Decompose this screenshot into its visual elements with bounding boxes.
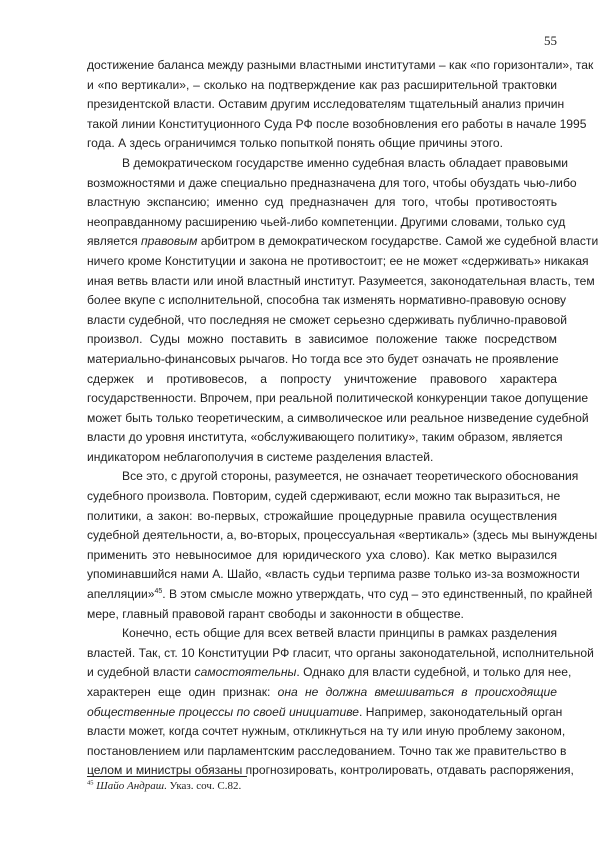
footnote-reference[interactable]: 45 (154, 588, 163, 595)
emphasized-text: общественные процессы по своей инициативе (87, 704, 359, 719)
body-text (87, 56, 599, 781)
text-line (87, 232, 599, 252)
footnote-citation: . Указ. соч. С.82. (164, 780, 242, 792)
text-line (87, 76, 557, 96)
text-line (87, 448, 557, 468)
text-segment: индикатором неблагополучия в системе разделения властей. (87, 449, 434, 464)
text-line (87, 487, 561, 507)
text-line (87, 546, 557, 566)
text-line (87, 624, 557, 644)
text-line (87, 56, 594, 76)
paragraph (87, 56, 594, 154)
footnote (87, 780, 241, 792)
text-line (87, 565, 580, 585)
text-line (87, 742, 567, 762)
emphasized-text: самостоятельны (194, 665, 297, 680)
footnote-number: 45 (87, 779, 94, 787)
paragraph (87, 154, 599, 468)
text-segment: власти судебной, что последняя не сможет серьезно сдерживать публично-правовой (87, 312, 567, 327)
text-line (87, 605, 557, 625)
page-number: 55 (544, 33, 557, 48)
text-segment: достижение баланса между разными властными институтами – как «по горизонтали», так (87, 58, 594, 72)
text-line (87, 213, 566, 233)
text-line (87, 644, 594, 664)
paragraph (87, 467, 598, 624)
text-segment: властную экспансию; именно суд предназначен для того, чтобы противостоять (87, 195, 557, 210)
text-segment: более вкупе с исполнительной, способна так изменять нормативно-правовую основу (87, 293, 567, 308)
text-line (87, 134, 557, 154)
text-line (87, 272, 595, 292)
text-segment: произвол. Суды можно поставить в зависимое положение также посредством (87, 332, 557, 347)
text-line (87, 252, 589, 272)
text-line (87, 193, 557, 213)
text-line (87, 154, 569, 174)
text-line (87, 683, 557, 703)
text-segment: целом и министры обязаны прогнозировать, контролировать, отдавать распоряжения, (87, 763, 574, 778)
text-segment: президентской власти. Оставим другим исследователям тщательный анализ причин (87, 97, 565, 112)
text-line (87, 291, 567, 311)
text-segment: судебного произвола. Повторим, судей сдерживают, если можно так выразиться, не (87, 489, 561, 504)
paragraph (87, 624, 594, 781)
text-segment: может быть только теоретическим, а символическое или реальное низведение судебной (87, 410, 589, 425)
text-line (87, 330, 557, 350)
text-line (87, 389, 589, 409)
text-segment: политики, а закон: во-первых, строжайшие процедурные правила осуществления (87, 508, 557, 523)
text-segment: упоминавшийся нами А. Шайо, «власть судьи терпима разве только из-за возможности (87, 567, 580, 582)
text-line (87, 761, 574, 781)
text-line (87, 663, 572, 683)
footnote-separator (87, 776, 247, 777)
text-segment: В демократическом государстве именно судебная власть обладает правовыми (122, 155, 569, 170)
text-line (87, 703, 563, 723)
text-segment: арбитром в демократическом государстве. Самой же судебной власти (197, 234, 599, 249)
text-line (87, 585, 593, 605)
emphasized-text: правовым (141, 234, 198, 249)
text-segment: и судебной власти (87, 665, 195, 680)
text-line (87, 95, 565, 115)
text-line (87, 467, 579, 487)
text-segment: . Однако для власти судебной, и только для нее, (296, 665, 572, 680)
text-line (87, 507, 557, 527)
text-segment: возможностями и даже специально предназначена для того, чтобы обуздать чью-либо (87, 175, 577, 190)
text-segment: года. А здесь ограничимся только попыткой понять общие причины этого. (87, 136, 503, 151)
text-segment: судебной деятельности, а, во-вторых, процессуальная «вертикаль» (здесь мы вынуждены (87, 528, 598, 543)
text-segment: постановлением или парламентским расследованием. Точно так же правительство в (87, 743, 567, 758)
footnote-author: Шайо Андраш (96, 780, 165, 792)
text-segment: ничего кроме Конституции и закона не противостоит; ее не может «сдерживать» никакая (87, 253, 589, 268)
text-segment: Все это, с другой стороны, разумеется, не означает теоретического обоснования (122, 469, 579, 484)
text-line (87, 428, 563, 448)
text-segment: власти может, когда сочтет нужным, откликнуться на ту или иную проблему законом, (87, 724, 566, 739)
text-segment: властей. Так, ст. 10 Конституции РФ гласит, что органы законодательной, исполнительной (87, 645, 594, 660)
text-segment: такой линии Конституционного Суда РФ после возобновления его работы в начале 1995 (87, 116, 587, 131)
emphasized-text: она не должна вмешиваться в происходящие (277, 685, 557, 699)
text-segment: неоправданному расширению чьей-либо компетенции. Другими словами, только суд (87, 214, 566, 229)
text-segment: сдержек и противовесов, а попросту уничтожение правового характера (87, 371, 557, 386)
text-segment: . В этом смысле можно утверждать, что суд – это единственный, по крайней (162, 587, 593, 602)
text-segment: иная ветвь власти или иной властный институт. Разумеется, законодательная власть, тем (87, 273, 595, 288)
text-line (87, 311, 567, 331)
text-segment: мере, главный правовой гарант свободы и законности в обществе. (87, 606, 464, 621)
text-line (87, 722, 566, 742)
text-segment: является (87, 234, 141, 249)
text-line (87, 370, 557, 390)
text-line (87, 174, 577, 194)
text-segment: апелляции» (87, 587, 155, 602)
text-segment: и «по вертикали», – сколько на подтверждение как раз расширительной трактовки (87, 77, 557, 92)
text-segment: применить это невыносимое для юридического уха слово). Как метко выразился (87, 547, 557, 562)
text-line (87, 115, 587, 135)
text-segment: власти до уровня института, «обслуживающего политику», таким образом, является (87, 430, 563, 445)
text-line (87, 526, 598, 546)
text-segment: характерен еще один признак: (87, 685, 278, 699)
text-line (87, 409, 589, 429)
text-segment: . Например, законодательный орган (359, 704, 563, 719)
text-segment: государственности. Впрочем, при реальной политической конкуренции такое допущение (87, 391, 589, 406)
text-segment: материально-финансовых рычагов. Но тогда все это будет означать не проявление (87, 351, 559, 366)
text-line (87, 350, 557, 370)
text-segment: Конечно, есть общие для всех ветвей власти принципы в рамках разделения (122, 626, 557, 641)
